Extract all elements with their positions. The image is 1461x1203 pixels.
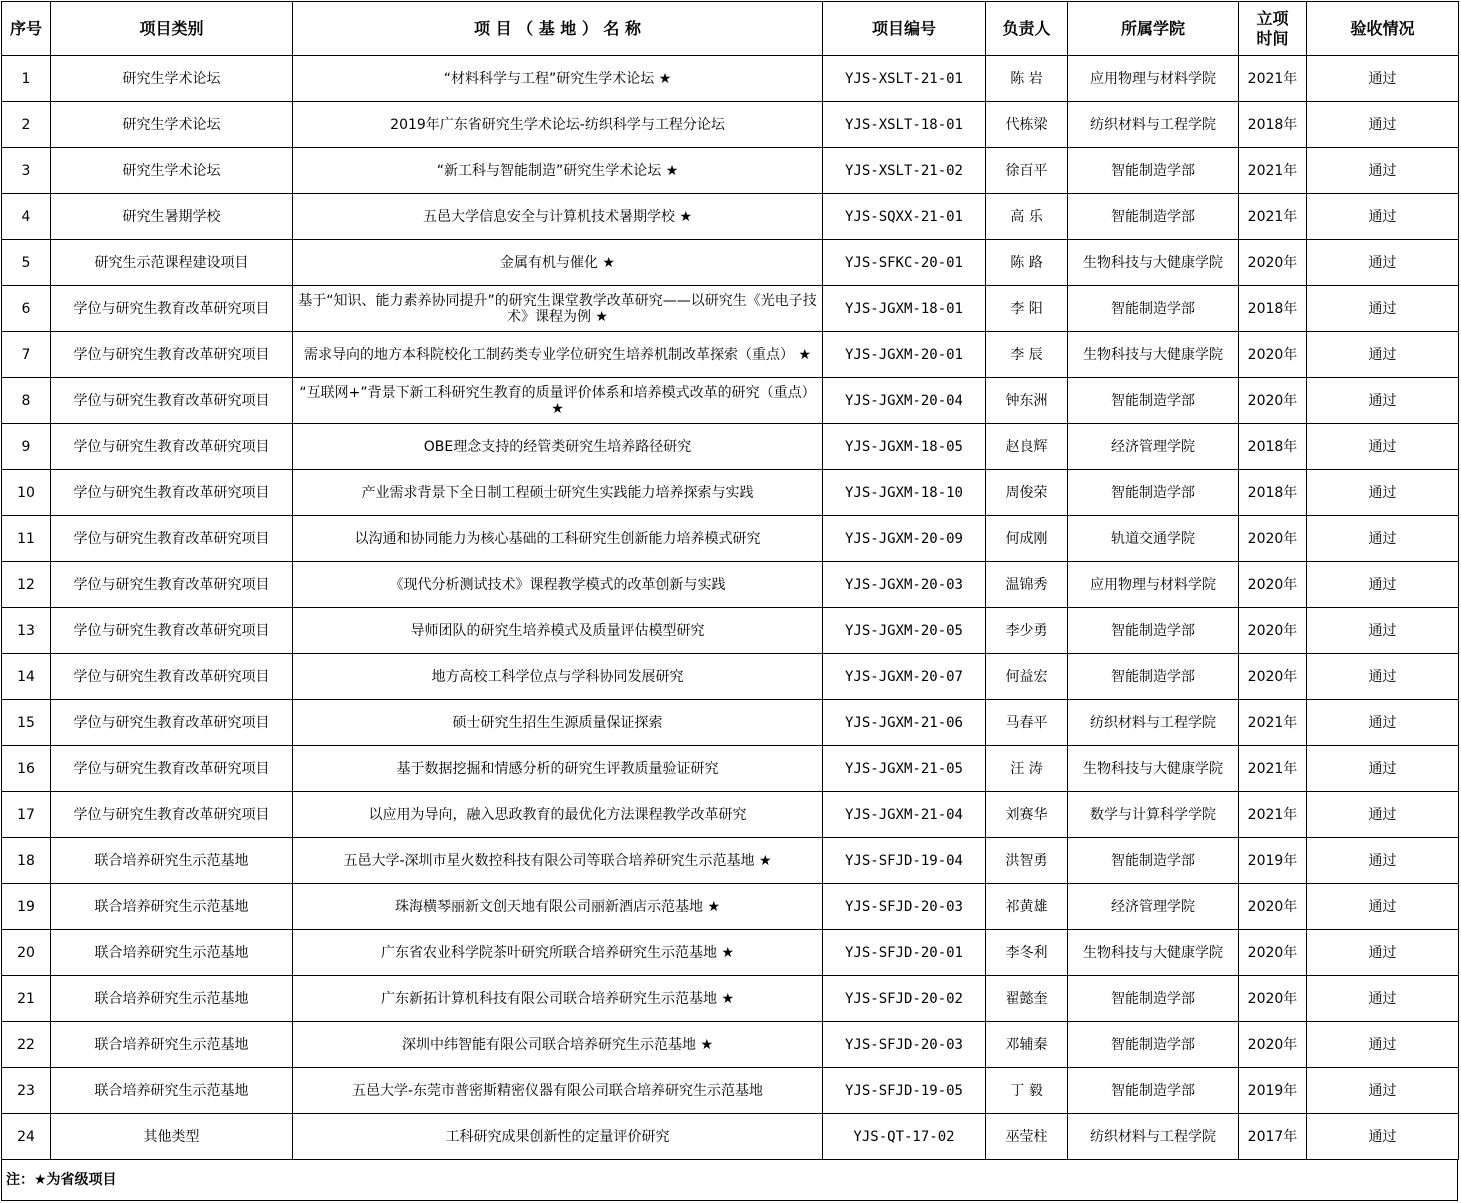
cell-year: 2018年 (1239, 424, 1307, 470)
cell-code: YJS-XSLT-21-01 (823, 56, 986, 102)
table-row (2, 56, 1459, 102)
cell-code: YJS-SFJD-20-02 (823, 976, 986, 1022)
cell-year: 2017年 (1239, 1114, 1307, 1160)
table-row (2, 424, 1459, 470)
cell-seq: 4 (2, 194, 51, 240)
table-row (2, 746, 1459, 792)
cell-status: 通过 (1307, 470, 1459, 516)
cell-name: 以应用为导向，融入思政教育的最优化方法课程教学改革研究 (293, 792, 823, 838)
table-row (2, 332, 1459, 378)
cell-year: 2021年 (1239, 792, 1307, 838)
cell-category: 联合培养研究生示范基地 (51, 1022, 293, 1068)
cell-year: 2020年 (1239, 516, 1307, 562)
table-row (2, 838, 1459, 884)
cell-leader: 李 辰 (986, 332, 1068, 378)
cell-code: YJS-JGXM-18-10 (823, 470, 986, 516)
header-category: 项目类别 (51, 2, 293, 56)
cell-college: 智能制造学部 (1068, 378, 1239, 424)
table-row (2, 194, 1459, 240)
cell-college: 经济管理学院 (1068, 424, 1239, 470)
cell-code: YJS-SFJD-20-01 (823, 930, 986, 976)
cell-code: YJS-SFJD-19-05 (823, 1068, 986, 1114)
cell-college: 生物科技与大健康学院 (1068, 746, 1239, 792)
header-year: 立项时间 (1239, 2, 1307, 56)
cell-name: 广东新拓计算机科技有限公司联合培养研究生示范基地 ★ (293, 976, 823, 1022)
cell-year: 2019年 (1239, 1068, 1307, 1114)
cell-category: 学位与研究生教育改革研究项目 (51, 608, 293, 654)
cell-year: 2020年 (1239, 1022, 1307, 1068)
cell-year: 2020年 (1239, 332, 1307, 378)
cell-seq: 15 (2, 700, 51, 746)
cell-seq: 7 (2, 332, 51, 378)
cell-seq: 22 (2, 1022, 51, 1068)
cell-college: 生物科技与大健康学院 (1068, 332, 1239, 378)
cell-leader: 李 阳 (986, 286, 1068, 332)
cell-status: 通过 (1307, 240, 1459, 286)
cell-college: 应用物理与材料学院 (1068, 56, 1239, 102)
cell-college: 经济管理学院 (1068, 884, 1239, 930)
cell-name: OBE理念支持的经管类研究生培养路径研究 (293, 424, 823, 470)
cell-category: 学位与研究生教育改革研究项目 (51, 562, 293, 608)
cell-leader: 洪智勇 (986, 838, 1068, 884)
cell-year: 2021年 (1239, 56, 1307, 102)
table-row (2, 654, 1459, 700)
table-row (2, 976, 1459, 1022)
cell-year: 2020年 (1239, 378, 1307, 424)
cell-leader: 邓辅秦 (986, 1022, 1068, 1068)
cell-seq: 11 (2, 516, 51, 562)
cell-seq: 24 (2, 1114, 51, 1160)
cell-leader: 丁 毅 (986, 1068, 1068, 1114)
header-name: 项 目 （ 基 地 ） 名 称 (293, 2, 823, 56)
cell-status: 通过 (1307, 654, 1459, 700)
cell-college: 纺织材料与工程学院 (1068, 102, 1239, 148)
cell-year: 2020年 (1239, 562, 1307, 608)
cell-leader: 李冬利 (986, 930, 1068, 976)
table-row (2, 378, 1459, 424)
cell-leader: 陈 岩 (986, 56, 1068, 102)
table-row (2, 516, 1459, 562)
cell-seq: 23 (2, 1068, 51, 1114)
cell-code: YJS-XSLT-18-01 (823, 102, 986, 148)
cell-category: 学位与研究生教育改革研究项目 (51, 470, 293, 516)
cell-code: YJS-JGXM-21-04 (823, 792, 986, 838)
cell-code: YJS-QT-17-02 (823, 1114, 986, 1160)
header-seq: 序号 (2, 2, 51, 56)
cell-code: YJS-JGXM-20-01 (823, 332, 986, 378)
cell-category: 联合培养研究生示范基地 (51, 976, 293, 1022)
cell-year: 2018年 (1239, 470, 1307, 516)
cell-seq: 1 (2, 56, 51, 102)
cell-name: 深圳中纬智能有限公司联合培养研究生示范基地 ★ (293, 1022, 823, 1068)
cell-status: 通过 (1307, 976, 1459, 1022)
cell-category: 学位与研究生教育改革研究项目 (51, 654, 293, 700)
cell-leader: 赵良辉 (986, 424, 1068, 470)
cell-seq: 19 (2, 884, 51, 930)
cell-seq: 2 (2, 102, 51, 148)
cell-code: YJS-JGXM-20-04 (823, 378, 986, 424)
cell-name: “互联网+”背景下新工科研究生教育的质量评价体系和培养模式改革的研究（重点） ★ (293, 378, 823, 424)
cell-year: 2020年 (1239, 884, 1307, 930)
cell-code: YJS-JGXM-20-03 (823, 562, 986, 608)
cell-leader: 钟东洲 (986, 378, 1068, 424)
cell-year: 2020年 (1239, 654, 1307, 700)
cell-category: 学位与研究生教育改革研究项目 (51, 700, 293, 746)
cell-status: 通过 (1307, 424, 1459, 470)
cell-category: 研究生示范课程建设项目 (51, 240, 293, 286)
cell-name: 五邑大学信息安全与计算机技术暑期学校 ★ (293, 194, 823, 240)
cell-status: 通过 (1307, 286, 1459, 332)
cell-seq: 5 (2, 240, 51, 286)
table-body (2, 56, 1459, 1160)
cell-category: 联合培养研究生示范基地 (51, 884, 293, 930)
cell-seq: 12 (2, 562, 51, 608)
cell-code: YJS-JGXM-20-07 (823, 654, 986, 700)
cell-seq: 8 (2, 378, 51, 424)
cell-category: 联合培养研究生示范基地 (51, 1068, 293, 1114)
project-table (1, 1, 1459, 1160)
cell-code: YJS-JGXM-21-06 (823, 700, 986, 746)
cell-category: 其他类型 (51, 1114, 293, 1160)
cell-name: 产业需求背景下全日制工程硕士研究生实践能力培养探索与实践 (293, 470, 823, 516)
cell-code: YJS-SFKC-20-01 (823, 240, 986, 286)
cell-status: 通过 (1307, 884, 1459, 930)
cell-name: 硕士研究生招生生源质量保证探索 (293, 700, 823, 746)
cell-leader: 代栋梁 (986, 102, 1068, 148)
cell-name: 基于“知识、能力素养协同提升”的研究生课堂教学改革研究——以研究生《光电子技术》课程为例 ★ (293, 286, 823, 332)
cell-name: 《现代分析测试技术》课程教学模式的改革创新与实践 (293, 562, 823, 608)
cell-leader: 巫莹柱 (986, 1114, 1068, 1160)
cell-category: 学位与研究生教育改革研究项目 (51, 332, 293, 378)
cell-college: 智能制造学部 (1068, 470, 1239, 516)
cell-seq: 13 (2, 608, 51, 654)
table-row (2, 792, 1459, 838)
cell-code: YJS-SFJD-20-03 (823, 1022, 986, 1068)
cell-category: 学位与研究生教育改革研究项目 (51, 378, 293, 424)
header-code: 项目编号 (823, 2, 986, 56)
cell-code: YJS-SFJD-19-04 (823, 838, 986, 884)
cell-name: 广东省农业科学院茶叶研究所联合培养研究生示范基地 ★ (293, 930, 823, 976)
cell-year: 2018年 (1239, 286, 1307, 332)
cell-status: 通过 (1307, 378, 1459, 424)
cell-category: 研究生暑期学校 (51, 194, 293, 240)
table-header-row (2, 2, 1459, 56)
cell-category: 研究生学术论坛 (51, 148, 293, 194)
footnote: 注：★为省级项目 (1, 1160, 1458, 1201)
cell-college: 智能制造学部 (1068, 148, 1239, 194)
cell-seq: 17 (2, 792, 51, 838)
cell-code: YJS-SQXX-21-01 (823, 194, 986, 240)
cell-status: 通过 (1307, 516, 1459, 562)
cell-category: 联合培养研究生示范基地 (51, 838, 293, 884)
cell-college: 智能制造学部 (1068, 194, 1239, 240)
cell-category: 联合培养研究生示范基地 (51, 930, 293, 976)
cell-seq: 3 (2, 148, 51, 194)
cell-year: 2021年 (1239, 700, 1307, 746)
cell-name: 珠海横琴丽新文创天地有限公司丽新酒店示范基地 ★ (293, 884, 823, 930)
cell-leader: 马春平 (986, 700, 1068, 746)
header-status: 验收情况 (1307, 2, 1459, 56)
cell-college: 应用物理与材料学院 (1068, 562, 1239, 608)
cell-code: YJS-JGXM-20-09 (823, 516, 986, 562)
cell-status: 通过 (1307, 1068, 1459, 1114)
cell-name: 地方高校工科学位点与学科协同发展研究 (293, 654, 823, 700)
cell-leader: 徐百平 (986, 148, 1068, 194)
cell-name: “材料科学与工程”研究生学术论坛 ★ (293, 56, 823, 102)
table-row (2, 240, 1459, 286)
cell-year: 2021年 (1239, 148, 1307, 194)
cell-status: 通过 (1307, 102, 1459, 148)
cell-code: YJS-SFJD-20-03 (823, 884, 986, 930)
cell-college: 数学与计算科学学院 (1068, 792, 1239, 838)
cell-status: 通过 (1307, 608, 1459, 654)
table-row (2, 1068, 1459, 1114)
cell-name: 五邑大学-深圳市星火数控科技有限公司等联合培养研究生示范基地 ★ (293, 838, 823, 884)
cell-year: 2021年 (1239, 194, 1307, 240)
cell-status: 通过 (1307, 194, 1459, 240)
cell-status: 通过 (1307, 562, 1459, 608)
cell-category: 学位与研究生教育改革研究项目 (51, 516, 293, 562)
cell-leader: 刘赛华 (986, 792, 1068, 838)
cell-seq: 14 (2, 654, 51, 700)
cell-leader: 温锦秀 (986, 562, 1068, 608)
table-row (2, 1022, 1459, 1068)
cell-status: 通过 (1307, 148, 1459, 194)
cell-name: 需求导向的地方本科院校化工制药类专业学位研究生培养机制改革探索（重点） ★ (293, 332, 823, 378)
header-leader: 负责人 (986, 2, 1068, 56)
cell-status: 通过 (1307, 792, 1459, 838)
cell-status: 通过 (1307, 930, 1459, 976)
cell-category: 学位与研究生教育改革研究项目 (51, 286, 293, 332)
table-row (2, 884, 1459, 930)
cell-leader: 周俊荣 (986, 470, 1068, 516)
cell-college: 智能制造学部 (1068, 1068, 1239, 1114)
cell-leader: 李少勇 (986, 608, 1068, 654)
cell-status: 通过 (1307, 838, 1459, 884)
cell-leader: 陈 路 (986, 240, 1068, 286)
cell-status: 通过 (1307, 746, 1459, 792)
cell-name: 2019年广东省研究生学术论坛-纺织科学与工程分论坛 (293, 102, 823, 148)
cell-college: 智能制造学部 (1068, 976, 1239, 1022)
cell-college: 智能制造学部 (1068, 608, 1239, 654)
cell-year: 2018年 (1239, 102, 1307, 148)
table-row (2, 470, 1459, 516)
cell-year: 2020年 (1239, 930, 1307, 976)
table-row (2, 286, 1459, 332)
cell-leader: 汪 涛 (986, 746, 1068, 792)
cell-leader: 高 乐 (986, 194, 1068, 240)
table-row (2, 700, 1459, 746)
table-row (2, 102, 1459, 148)
cell-college: 生物科技与大健康学院 (1068, 240, 1239, 286)
header-college: 所属学院 (1068, 2, 1239, 56)
cell-status: 通过 (1307, 332, 1459, 378)
cell-category: 学位与研究生教育改革研究项目 (51, 792, 293, 838)
cell-code: YJS-JGXM-21-05 (823, 746, 986, 792)
cell-category: 研究生学术论坛 (51, 56, 293, 102)
cell-status: 通过 (1307, 700, 1459, 746)
cell-name: 导师团队的研究生培养模式及质量评估模型研究 (293, 608, 823, 654)
cell-seq: 6 (2, 286, 51, 332)
table-row (2, 1114, 1459, 1160)
cell-status: 通过 (1307, 56, 1459, 102)
table-row (2, 608, 1459, 654)
cell-name: “新工科与智能制造”研究生学术论坛 ★ (293, 148, 823, 194)
table-row (2, 562, 1459, 608)
cell-seq: 16 (2, 746, 51, 792)
cell-college: 轨道交通学院 (1068, 516, 1239, 562)
cell-seq: 21 (2, 976, 51, 1022)
cell-code: YJS-JGXM-20-05 (823, 608, 986, 654)
cell-category: 学位与研究生教育改革研究项目 (51, 746, 293, 792)
cell-college: 纺织材料与工程学院 (1068, 1114, 1239, 1160)
table-row (2, 930, 1459, 976)
cell-year: 2020年 (1239, 240, 1307, 286)
cell-leader: 何益宏 (986, 654, 1068, 700)
cell-code: YJS-JGXM-18-05 (823, 424, 986, 470)
cell-college: 智能制造学部 (1068, 654, 1239, 700)
cell-category: 学位与研究生教育改革研究项目 (51, 424, 293, 470)
cell-seq: 9 (2, 424, 51, 470)
table-row (2, 148, 1459, 194)
cell-seq: 20 (2, 930, 51, 976)
cell-name: 以沟通和协同能力为核心基础的工科研究生创新能力培养模式研究 (293, 516, 823, 562)
cell-year: 2020年 (1239, 976, 1307, 1022)
cell-name: 金属有机与催化 ★ (293, 240, 823, 286)
cell-code: YJS-JGXM-18-01 (823, 286, 986, 332)
cell-code: YJS-XSLT-21-02 (823, 148, 986, 194)
cell-college: 智能制造学部 (1068, 286, 1239, 332)
cell-year: 2021年 (1239, 746, 1307, 792)
cell-name: 工科研究成果创新性的定量评价研究 (293, 1114, 823, 1160)
cell-college: 纺织材料与工程学院 (1068, 700, 1239, 746)
cell-year: 2019年 (1239, 838, 1307, 884)
cell-seq: 18 (2, 838, 51, 884)
cell-status: 通过 (1307, 1114, 1459, 1160)
cell-category: 研究生学术论坛 (51, 102, 293, 148)
cell-status: 通过 (1307, 1022, 1459, 1068)
cell-name: 五邑大学-东莞市普密斯精密仪器有限公司联合培养研究生示范基地 (293, 1068, 823, 1114)
cell-college: 智能制造学部 (1068, 838, 1239, 884)
cell-year: 2020年 (1239, 608, 1307, 654)
cell-leader: 何成刚 (986, 516, 1068, 562)
cell-seq: 10 (2, 470, 51, 516)
cell-name: 基于数据挖掘和情感分析的研究生评教质量验证研究 (293, 746, 823, 792)
cell-leader: 祁黄雄 (986, 884, 1068, 930)
cell-college: 生物科技与大健康学院 (1068, 930, 1239, 976)
cell-college: 智能制造学部 (1068, 1022, 1239, 1068)
cell-leader: 翟懿奎 (986, 976, 1068, 1022)
